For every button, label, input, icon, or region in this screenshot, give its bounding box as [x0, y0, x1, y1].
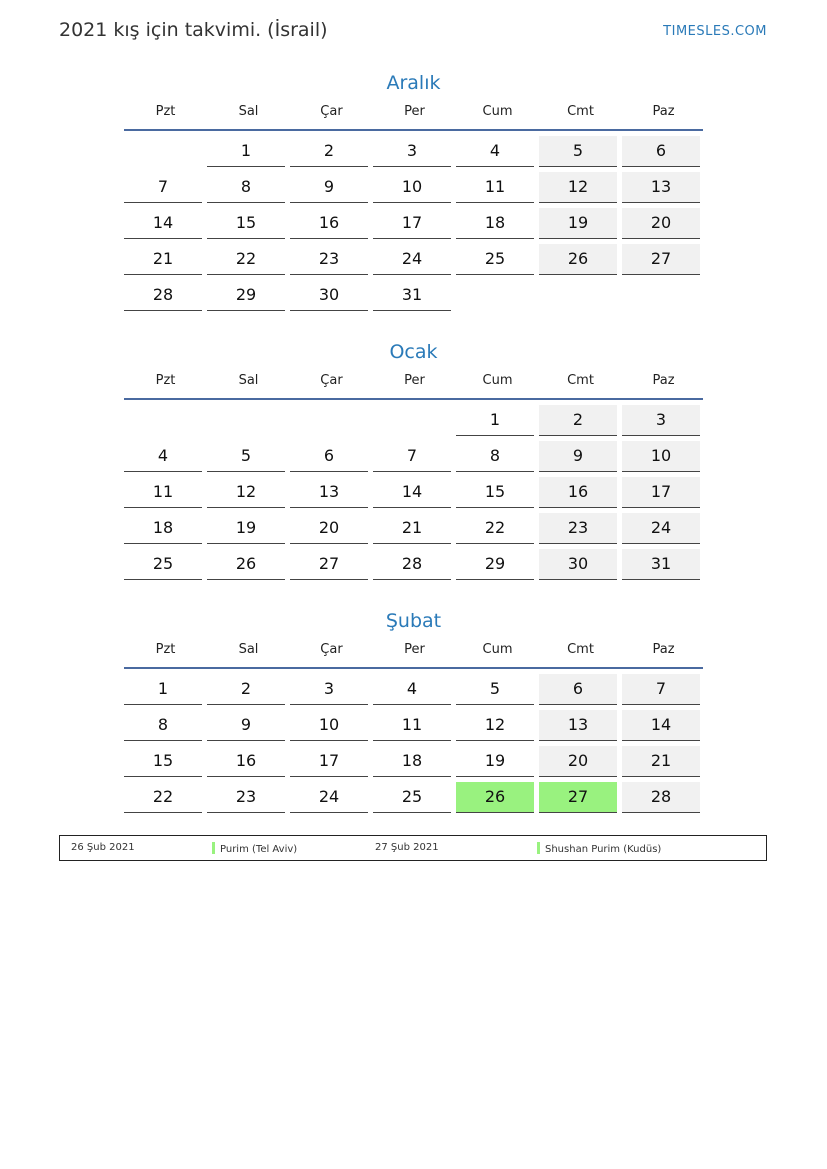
day-number: 16: [290, 208, 368, 239]
day-cell[interactable]: [124, 669, 207, 705]
day-cell[interactable]: [290, 472, 373, 508]
day-number: 28: [622, 782, 700, 813]
brand-link[interactable]: TIMESLES.COM: [663, 24, 767, 39]
weekday-label: Paz: [652, 642, 675, 657]
empty-day-cell: [124, 400, 207, 436]
weekday-label: Sal: [238, 104, 259, 119]
empty-day-cell: [124, 131, 207, 167]
day-number: 23: [290, 244, 368, 275]
weekday-label: Pzt: [155, 373, 176, 388]
day-number: 16: [207, 746, 285, 777]
week-row: [124, 239, 703, 275]
day-cell[interactable]: [622, 669, 705, 705]
day-cell[interactable]: [622, 544, 705, 580]
day-number: 26: [207, 549, 285, 580]
day-number: 14: [373, 477, 451, 508]
day-cell[interactable]: [290, 777, 373, 813]
day-cell[interactable]: [373, 167, 456, 203]
day-number: 14: [622, 710, 700, 741]
day-number: 15: [124, 746, 202, 777]
day-cell[interactable]: [539, 131, 622, 167]
day-number: 31: [373, 280, 451, 311]
day-cell[interactable]: [373, 203, 456, 239]
day-number: 30: [290, 280, 368, 311]
day-number: 3: [373, 136, 451, 167]
day-number: 31: [622, 549, 700, 580]
legend-label-1: [212, 842, 297, 855]
day-number: 5: [207, 441, 285, 472]
day-number: 27: [290, 549, 368, 580]
month-title: Ocak: [389, 341, 438, 363]
month-title: Aralık: [386, 72, 441, 94]
day-cell[interactable]: [207, 436, 290, 472]
weekday-header-row: [124, 641, 703, 669]
day-number: 9: [290, 172, 368, 203]
day-cell[interactable]: [373, 472, 456, 508]
day-number: 21: [124, 244, 202, 275]
weekday-label: Pzt: [155, 104, 176, 119]
day-number: 25: [456, 244, 534, 275]
day-number: 29: [207, 280, 285, 311]
weekday-label: Paz: [652, 373, 675, 388]
day-cell[interactable]: [539, 741, 622, 777]
day-cell[interactable]: [207, 131, 290, 167]
day-cell[interactable]: [124, 705, 207, 741]
week-row: [124, 741, 703, 777]
weekday-label: Çar: [320, 104, 343, 119]
day-number: 22: [124, 782, 202, 813]
day-cell[interactable]: [456, 400, 539, 436]
day-cell[interactable]: [456, 167, 539, 203]
weekday-header-row: [124, 103, 703, 131]
day-number: 18: [456, 208, 534, 239]
legend-holiday-name-2: Shushan Purim (Kudüs): [545, 844, 662, 855]
day-cell[interactable]: [207, 239, 290, 275]
day-cell[interactable]: [539, 167, 622, 203]
week-row: [124, 436, 703, 472]
day-cell[interactable]: [290, 741, 373, 777]
day-cell[interactable]: [124, 544, 207, 580]
day-cell[interactable]: [539, 239, 622, 275]
day-cell[interactable]: [373, 239, 456, 275]
day-cell[interactable]: [622, 705, 705, 741]
day-number: 12: [539, 172, 617, 203]
day-cell[interactable]: [539, 203, 622, 239]
day-number: [207, 405, 285, 436]
day-cell[interactable]: [373, 544, 456, 580]
day-number: 19: [207, 513, 285, 544]
page-title: 2021 kış için takvimi. (İsrail): [59, 19, 328, 41]
day-cell[interactable]: [456, 777, 539, 813]
day-number: 10: [290, 710, 368, 741]
day-number: 27: [622, 244, 700, 275]
day-number: 23: [207, 782, 285, 813]
day-number: 20: [539, 746, 617, 777]
weekday-label: Cum: [482, 642, 513, 657]
day-cell[interactable]: [124, 436, 207, 472]
day-cell[interactable]: [456, 203, 539, 239]
day-cell[interactable]: [622, 472, 705, 508]
legend-date-2: 27 Şub 2021: [375, 842, 439, 853]
day-cell[interactable]: [207, 705, 290, 741]
day-cell[interactable]: [622, 239, 705, 275]
day-number: 28: [373, 549, 451, 580]
day-number: 1: [207, 136, 285, 167]
day-number: 2: [207, 674, 285, 705]
day-number: 22: [207, 244, 285, 275]
day-number: 10: [622, 441, 700, 472]
empty-day-cell: [207, 400, 290, 436]
day-cell[interactable]: [207, 167, 290, 203]
day-cell[interactable]: [124, 472, 207, 508]
day-cell[interactable]: [373, 131, 456, 167]
day-cell[interactable]: [373, 669, 456, 705]
day-number: 12: [207, 477, 285, 508]
day-number: 2: [539, 405, 617, 436]
week-row: [124, 705, 703, 741]
week-row: [124, 669, 703, 705]
day-number: 14: [124, 208, 202, 239]
month-calendar: [124, 338, 703, 580]
day-number: 26: [456, 782, 534, 813]
day-cell[interactable]: [290, 669, 373, 705]
day-number: 9: [207, 710, 285, 741]
legend-holiday-name-1: Purim (Tel Aviv): [220, 844, 298, 855]
day-cell[interactable]: [622, 508, 705, 544]
week-row: [124, 203, 703, 239]
holiday-legend: [59, 835, 767, 861]
empty-day-cell: [373, 400, 456, 436]
day-cell[interactable]: [456, 508, 539, 544]
weekday-label: Pzt: [155, 642, 176, 657]
weekday-label: Çar: [320, 642, 343, 657]
day-number: 21: [373, 513, 451, 544]
day-number: 7: [622, 674, 700, 705]
day-number: [373, 405, 451, 436]
weekday-label: Cmt: [567, 104, 594, 119]
day-cell[interactable]: [539, 436, 622, 472]
day-number: 8: [456, 441, 534, 472]
week-row: [124, 400, 703, 436]
day-cell[interactable]: [373, 436, 456, 472]
day-number: 15: [207, 208, 285, 239]
day-number: 3: [622, 405, 700, 436]
day-cell[interactable]: [373, 508, 456, 544]
day-cell[interactable]: [124, 167, 207, 203]
day-number: 10: [373, 172, 451, 203]
empty-day-cell: [290, 400, 373, 436]
day-cell[interactable]: [207, 741, 290, 777]
day-cell[interactable]: [290, 544, 373, 580]
day-number: 15: [456, 477, 534, 508]
day-number: [124, 136, 202, 167]
day-cell[interactable]: [539, 669, 622, 705]
day-cell[interactable]: [456, 436, 539, 472]
day-number: 5: [539, 136, 617, 167]
day-number: 20: [622, 208, 700, 239]
day-number: 20: [290, 513, 368, 544]
day-number: 11: [456, 172, 534, 203]
day-cell[interactable]: [539, 400, 622, 436]
month-calendar: [124, 69, 703, 311]
day-cell[interactable]: [622, 203, 705, 239]
month-calendar: [124, 607, 703, 813]
weekday-label: Sal: [238, 642, 259, 657]
day-cell[interactable]: [290, 436, 373, 472]
day-cell[interactable]: [539, 472, 622, 508]
day-number: [290, 405, 368, 436]
day-cell[interactable]: [207, 777, 290, 813]
day-number: 28: [124, 280, 202, 311]
week-row: [124, 275, 703, 311]
day-number: 4: [373, 674, 451, 705]
day-number: 4: [456, 136, 534, 167]
day-cell[interactable]: [207, 669, 290, 705]
day-cell[interactable]: [290, 203, 373, 239]
weekday-label: Sal: [238, 373, 259, 388]
weekday-label: Paz: [652, 104, 675, 119]
holiday-color-marker: [212, 842, 215, 854]
day-cell[interactable]: [456, 669, 539, 705]
day-cell[interactable]: [207, 544, 290, 580]
day-number: 11: [124, 477, 202, 508]
weekday-label: Cmt: [567, 642, 594, 657]
day-number: 19: [456, 746, 534, 777]
day-cell[interactable]: [290, 275, 373, 311]
day-number: 24: [622, 513, 700, 544]
week-row: [124, 167, 703, 203]
day-cell[interactable]: [124, 239, 207, 275]
month-title: Şubat: [385, 610, 442, 632]
day-number: 3: [290, 674, 368, 705]
day-cell[interactable]: [622, 436, 705, 472]
day-number: 25: [373, 782, 451, 813]
day-number: [456, 280, 534, 311]
day-number: [124, 405, 202, 436]
day-number: 30: [539, 549, 617, 580]
weekday-label: Cum: [482, 373, 513, 388]
weekday-header-row: [124, 372, 703, 400]
day-cell[interactable]: [622, 741, 705, 777]
day-number: 11: [373, 710, 451, 741]
day-cell[interactable]: [290, 705, 373, 741]
day-cell[interactable]: [124, 741, 207, 777]
day-cell[interactable]: [539, 508, 622, 544]
day-cell[interactable]: [290, 508, 373, 544]
day-cell[interactable]: [456, 239, 539, 275]
empty-day-cell: [622, 275, 705, 311]
day-cell[interactable]: [456, 131, 539, 167]
day-cell[interactable]: [290, 239, 373, 275]
legend-date-1: 26 Şub 2021: [71, 842, 135, 853]
day-number: 17: [373, 208, 451, 239]
day-number: [622, 280, 700, 311]
day-number: 21: [622, 746, 700, 777]
day-cell[interactable]: [290, 131, 373, 167]
day-cell[interactable]: [539, 544, 622, 580]
day-cell[interactable]: [622, 167, 705, 203]
day-cell[interactable]: [373, 275, 456, 311]
day-number: 18: [373, 746, 451, 777]
week-row: [124, 508, 703, 544]
day-number: 13: [290, 477, 368, 508]
day-number: 6: [290, 441, 368, 472]
day-cell[interactable]: [456, 472, 539, 508]
day-cell[interactable]: [373, 705, 456, 741]
day-cell[interactable]: [124, 508, 207, 544]
day-cell[interactable]: [539, 777, 622, 813]
weekday-label: Cum: [482, 104, 513, 119]
legend-label-2: [537, 842, 661, 855]
day-number: 9: [539, 441, 617, 472]
day-number: 7: [124, 172, 202, 203]
day-number: 24: [290, 782, 368, 813]
day-number: 25: [124, 549, 202, 580]
weekday-label: Cmt: [567, 373, 594, 388]
day-number: 1: [124, 674, 202, 705]
weekday-label: Per: [404, 642, 425, 657]
day-number: 2: [290, 136, 368, 167]
day-number: 7: [373, 441, 451, 472]
day-number: 6: [539, 674, 617, 705]
day-cell[interactable]: [373, 777, 456, 813]
day-number: 8: [207, 172, 285, 203]
day-number: 1: [456, 405, 534, 436]
day-cell[interactable]: [456, 544, 539, 580]
day-number: 22: [456, 513, 534, 544]
day-cell[interactable]: [207, 203, 290, 239]
day-number: [539, 280, 617, 311]
weekday-label: Çar: [320, 373, 343, 388]
day-number: 19: [539, 208, 617, 239]
day-cell[interactable]: [124, 275, 207, 311]
day-cell[interactable]: [124, 203, 207, 239]
day-number: 18: [124, 513, 202, 544]
day-number: 17: [622, 477, 700, 508]
day-cell[interactable]: [207, 275, 290, 311]
day-cell[interactable]: [456, 741, 539, 777]
day-number: 24: [373, 244, 451, 275]
day-cell[interactable]: [207, 508, 290, 544]
day-cell[interactable]: [622, 131, 705, 167]
day-number: 13: [539, 710, 617, 741]
day-cell[interactable]: [207, 472, 290, 508]
week-row: [124, 777, 703, 813]
day-number: 27: [539, 782, 617, 813]
day-number: 8: [124, 710, 202, 741]
day-number: 12: [456, 710, 534, 741]
day-number: 4: [124, 441, 202, 472]
day-cell[interactable]: [622, 400, 705, 436]
day-cell[interactable]: [539, 705, 622, 741]
day-cell[interactable]: [373, 741, 456, 777]
day-cell[interactable]: [124, 777, 207, 813]
holiday-color-marker: [537, 842, 540, 854]
day-number: 23: [539, 513, 617, 544]
day-number: 16: [539, 477, 617, 508]
day-number: 5: [456, 674, 534, 705]
weekday-label: Per: [404, 104, 425, 119]
week-row: [124, 472, 703, 508]
week-row: [124, 544, 703, 580]
day-cell[interactable]: [622, 777, 705, 813]
day-number: 29: [456, 549, 534, 580]
empty-day-cell: [456, 275, 539, 311]
day-number: 13: [622, 172, 700, 203]
day-cell[interactable]: [456, 705, 539, 741]
week-row: [124, 131, 703, 167]
day-number: 6: [622, 136, 700, 167]
day-number: 26: [539, 244, 617, 275]
day-cell[interactable]: [290, 167, 373, 203]
weekday-label: Per: [404, 373, 425, 388]
day-number: 17: [290, 746, 368, 777]
empty-day-cell: [539, 275, 622, 311]
